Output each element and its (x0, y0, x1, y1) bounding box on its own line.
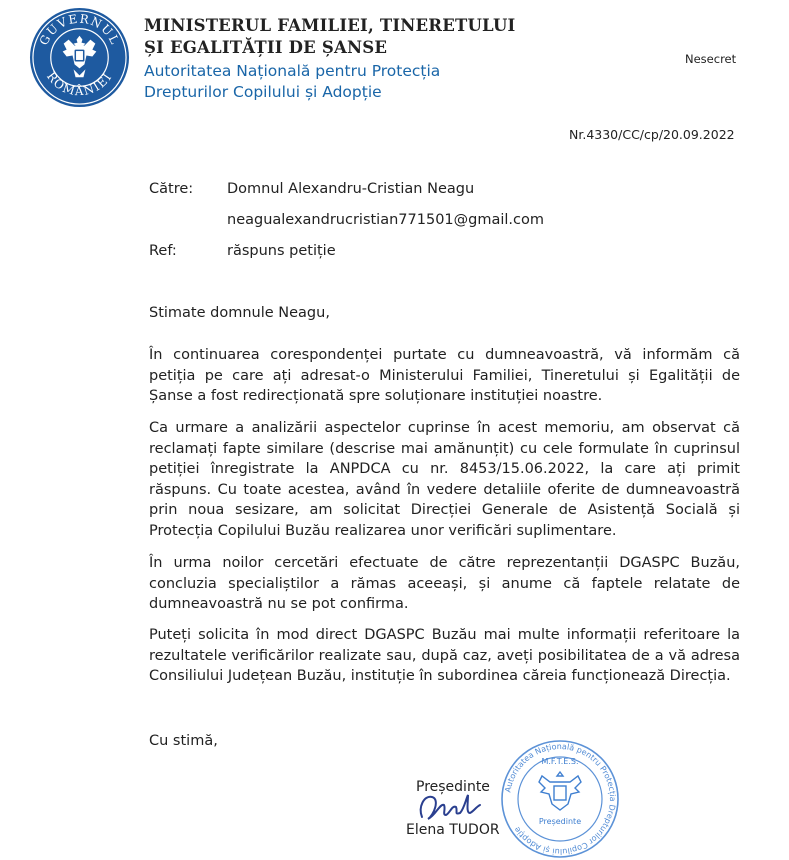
authority-name-line2: Drepturilor Copilului și Adopție (144, 83, 382, 101)
official-stamp (500, 738, 620, 860)
authority-name-line1: Autoritatea Națională pentru Protecția (144, 62, 441, 80)
body-paragraph-1: În continuarea corespondenței purtate cu dumneavoastră, vă informăm că petiția pe care ați adresat-o Ministerului Familiei, Tineretului și Egalității de Șanse a fost redirecționată spre soluționare instituției noastre. (149, 347, 740, 404)
government-seal-logo (28, 6, 131, 109)
signatory-name: Elena TUDOR (406, 822, 500, 838)
recipient-name: Domnul Alexandru-Cristian Neagu (227, 181, 475, 197)
ministry-name-line1: MINISTERUL FAMILIEI, TINERETULUI (144, 16, 516, 35)
body-paragraph-4: Puteți solicita în mod direct DGASPC Buzău mai multe informații referitoare la rezultatele verificărilor realizate sau, după caz, aveți posibilitatea de a vă adresa Consiliului Județean Buzău, instituție în subordinea căreia funcționează Direcția. (149, 627, 740, 684)
stamp-ring-text: Autoritatea Națională pentru Protecția Drepturilor Copilului și Adopție (503, 741, 618, 857)
recipient-email: neagualexandrucristian771501@gmail.com (227, 212, 544, 228)
closing-text: Cu stimă, (149, 733, 218, 749)
handwritten-signature (410, 785, 490, 825)
svg-text:ROMÂNIEI: ROMÂNIEI (43, 69, 115, 99)
stamp-top-text: M.F.T.E.S. (541, 757, 579, 766)
ministry-name-line2: ȘI EGALITĂȚII DE ȘANSE (144, 38, 388, 57)
stamp-center-text: Președinte (538, 817, 582, 826)
ref-value: răspuns petiție (227, 243, 336, 259)
registration-number: Nr.4330/CC/cp/20.09.2022 (569, 127, 735, 142)
classification-label: Nesecret (685, 52, 737, 66)
signatory-title: Președinte (416, 779, 490, 795)
to-label: Către: (149, 181, 194, 197)
body-paragraph-2: Ca urmare a analizării aspectelor cuprinse în acest memoriu, am observat că reclamați fapte similare (descrise mai amănunțit) cu cele formulate în cuprinsul petiției înregistrate la ANPDCA cu nr. 8453/15.06.2022, la care ați primit răspuns. Cu toate acestea, având în vedere detaliile oferite de dumneavoastră prin noua sesizare, am solicitat Direcției Generale de Asistență Socială și Protecția Copilului Buzău realizarea unor verificări suplimentare. (149, 420, 740, 539)
body-paragraph-3: În urma noilor cercetări efectuate de către reprezentanții DGASPC Buzău, concluzia specialiștilor a rămas aceeași, și anume că faptele relatate de dumneavoastră nu se pot confirma. (149, 555, 740, 612)
stamp-eagle-icon (539, 772, 581, 810)
ref-label: Ref: (149, 243, 177, 259)
salutation: Stimate domnule Neagu, (149, 305, 330, 321)
svg-text:GUVERNUL: GUVERNUL (36, 11, 123, 48)
